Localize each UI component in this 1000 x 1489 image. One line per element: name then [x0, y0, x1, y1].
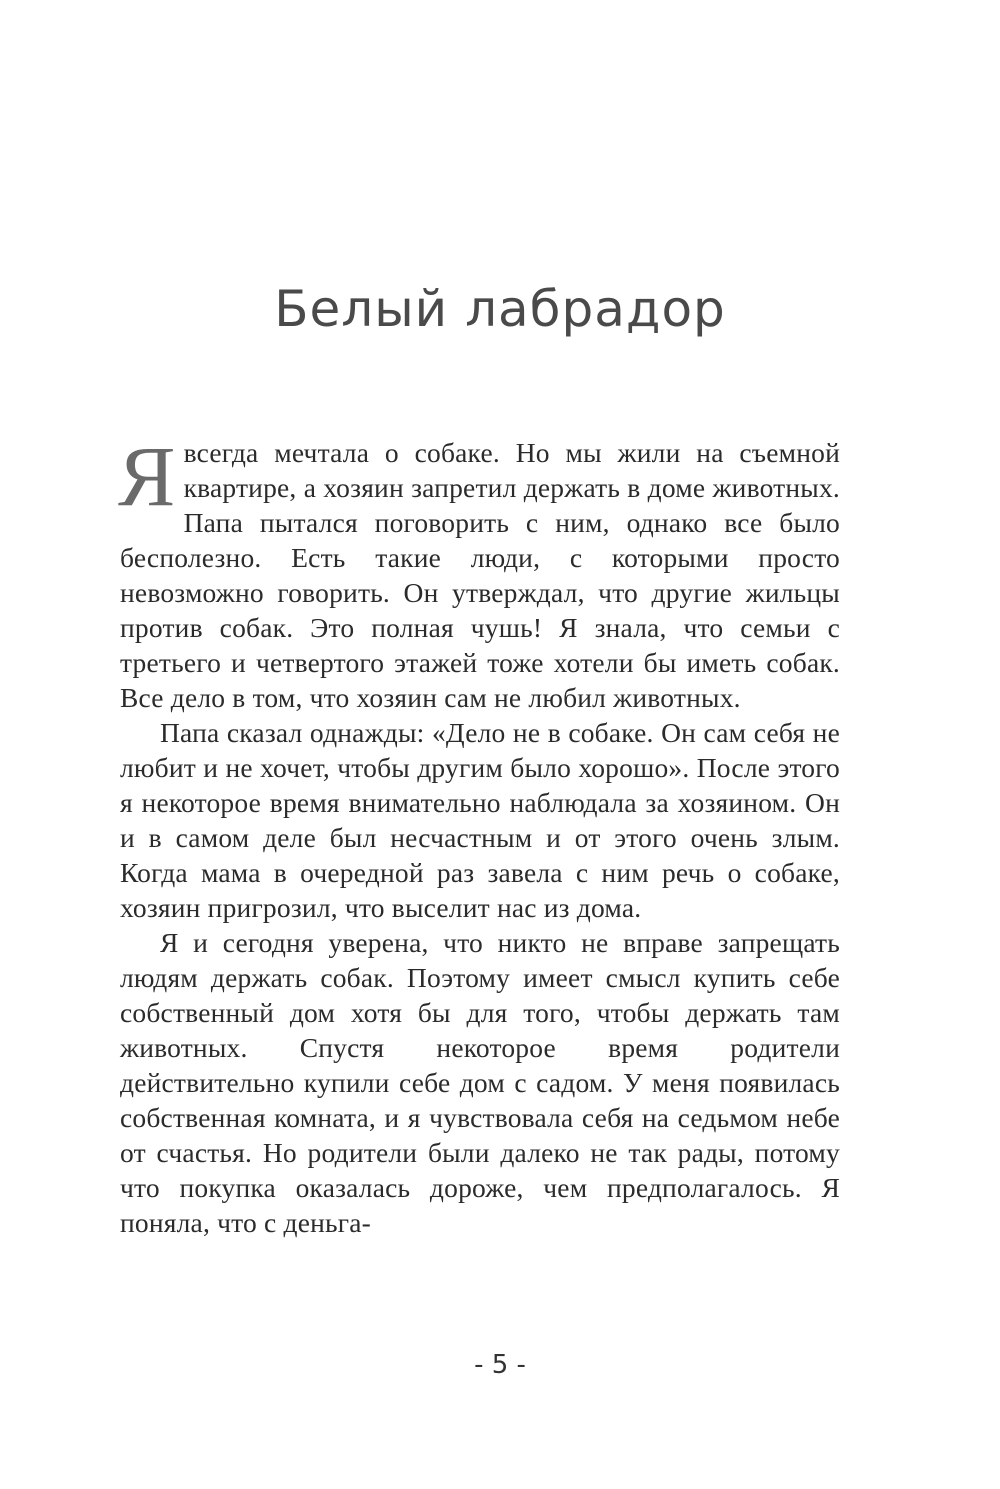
- text-body: [118, 428, 840, 1240]
- drop-cap: Я: [118, 428, 176, 524]
- paragraph-1: всегда мечтала о собаке. Но мы жили на съемной квартире, а хозяин запретил держать в доме животных. Папа пытался поговорить с ним, однако все было бесполезно. Есть такие люди, с которыми просто невозможно говорить. Он утверждал, что другие жильцы против собак. Это полная чушь! Я знала, что семьи с третьего и четвертого этажей тоже хотели бы иметь собак. Все дело в том, что хозяин сам не любил животных.: [120, 437, 840, 713]
- page-number: - 5 -: [474, 1350, 526, 1380]
- paragraph-3: Я и сегодня уверена, что никто не вправе запрещать людям держать собак. Поэтому имеет смысл купить себе собственный дом хотя бы для того, чтобы держать там животных. Спустя некоторое время родители действительно купили себе дом с садом. У меня появилась собственная комната, и я чувствовала себя на седьмом небе от счастья. Но родители были далеко не так рады, потому что покупка оказалась дороже, чем предполагалось. Я поняла, что с деньга-: [120, 927, 840, 1238]
- paragraph-1-container: [118, 428, 840, 715]
- chapter-title: Белый лабрадор: [274, 280, 726, 338]
- paragraph-2: Папа сказал однажды: «Дело не в собаке. Он сам себя не любит и не хочет, чтобы другим было хорошо». После этого я некоторое время внимательно наблюдала за хозяином. Он и в самом деле был несчастным и от этого очень злым. Когда мама в очередной раз завела с ним речь о собаке, хозяин пригрозил, что выселит нас из дома.: [120, 717, 840, 923]
